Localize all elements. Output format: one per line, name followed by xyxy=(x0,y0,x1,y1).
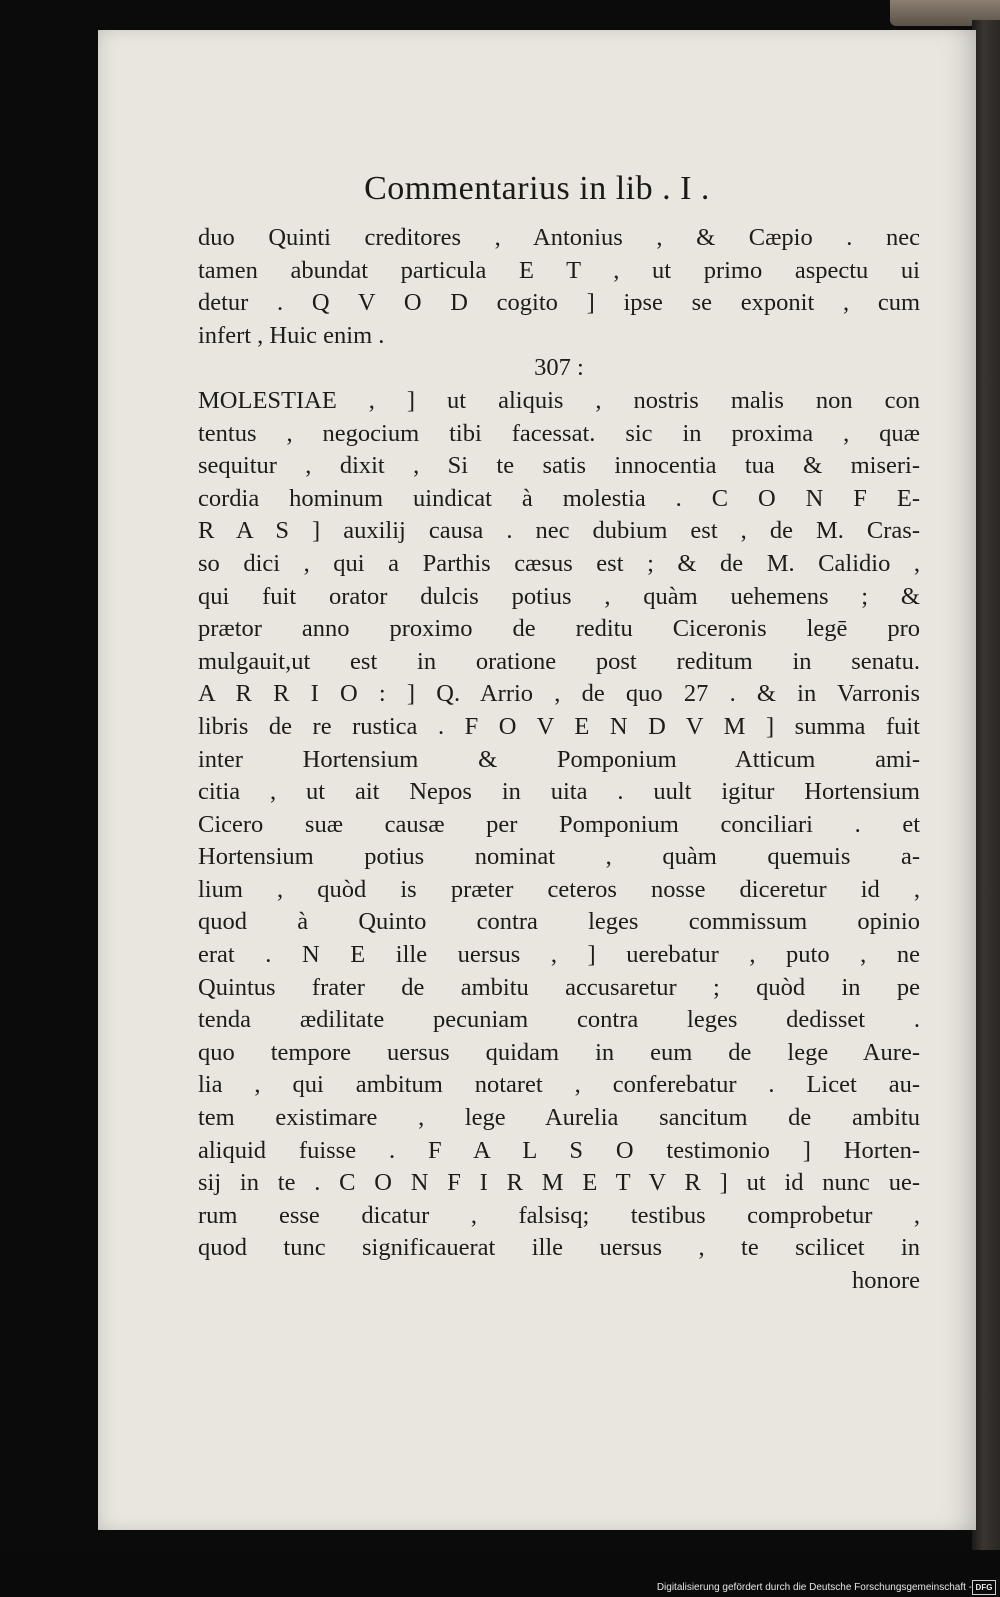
text-line: lia , qui ambitum notaret , conferebatur . Licet au- xyxy=(198,1071,920,1099)
text-line: Quintus frater de ambitu accusaretur ; quòd in pe xyxy=(198,973,920,1001)
text-line: aliquid fuisse . F A L S O testimonio ] Horten- xyxy=(198,1136,920,1164)
text-line: duo Quinti creditores , Antonius , & Cæpio . nec xyxy=(198,224,920,251)
text-line: sij in te . C O N F I R M E T V R ] ut id nunc ue- xyxy=(198,1169,920,1197)
text-line: tem existimare , lege Aurelia sancitum de ambitu xyxy=(198,1104,920,1132)
text-line: tentus , negocium tibi facessat. sic in proxima , quæ xyxy=(198,419,920,447)
text-line: tamen abundat particula E T , ut primo aspectu ui xyxy=(198,256,920,284)
text-line: quod tunc significauerat ille uersus , te scilicet in xyxy=(198,1234,920,1262)
text-line: quod à Quinto contra leges commissum opinio xyxy=(198,908,920,936)
text-line: MOLESTIAE , ] ut aliquis , nostris malis non con xyxy=(198,386,920,414)
text-line: erat . N E ille uersus , ] uerebatur , puto , ne xyxy=(198,941,920,969)
footer-credit: Digitalisierung gefördert durch die Deutsche Forschungsgemeinschaft - xyxy=(656,1582,972,1593)
text-line: detur . Q V O D cogito ] ipse se exponit , cum xyxy=(198,289,920,317)
text-line: Hortensium potius nominat , quàm quemuis a- xyxy=(198,843,920,871)
text-line: quo tempore uersus quidam in eum de lege Aure- xyxy=(198,1038,920,1066)
text-line: citia , ut ait Nepos in uita . uult igitur Hortensium xyxy=(198,778,920,806)
running-head: Commentarius in lib . I . xyxy=(364,170,710,207)
text-line: 307 : xyxy=(534,354,584,382)
text-line: tenda ædilitate pecuniam contra leges dedisset . xyxy=(198,1006,920,1034)
dfg-logo: DFG xyxy=(972,1580,996,1595)
text-line: sequitur , dixit , Si te satis innocentia tua & miseri- xyxy=(198,452,920,480)
book-edge xyxy=(972,20,1000,1550)
text-line: cordia hominum uindicat à molestia . C O N F E- xyxy=(198,484,920,512)
text-line: Cicero suæ causæ per Pomponium conciliari . et xyxy=(198,810,920,838)
text-line: lium , quòd is præter ceteros nosse diceretur id , xyxy=(198,875,920,903)
text-block xyxy=(198,222,920,1298)
text-line: R A S ] auxilij causa . nec dubium est , de M. Cras- xyxy=(198,517,920,545)
text-line: A R R I O : ] Q. Arrio , de quo 27 . & in Varronis xyxy=(198,680,920,708)
text-line: qui fuit orator dulcis potius , quàm uehemens ; & xyxy=(198,582,920,610)
text-line: so dici , qui a Parthis cæsus est ; & de M. Calidio , xyxy=(198,549,920,577)
text-line: rum esse dicatur , falsisq; testibus comprobetur , xyxy=(198,1201,920,1229)
text-line: honore xyxy=(851,1267,920,1294)
text-line: mulgauit,ut est in oratione post reditum in senatu. xyxy=(198,647,920,675)
text-line: inter Hortensium & Pomponium Atticum ami- xyxy=(198,745,920,773)
text-line: libris de re rustica . F O V E N D V M ] summa fuit xyxy=(198,712,920,740)
text-line: prætor anno proximo de reditu Ciceronis legē pro xyxy=(198,615,920,643)
text-line: infert , Huic enim . xyxy=(198,321,385,349)
